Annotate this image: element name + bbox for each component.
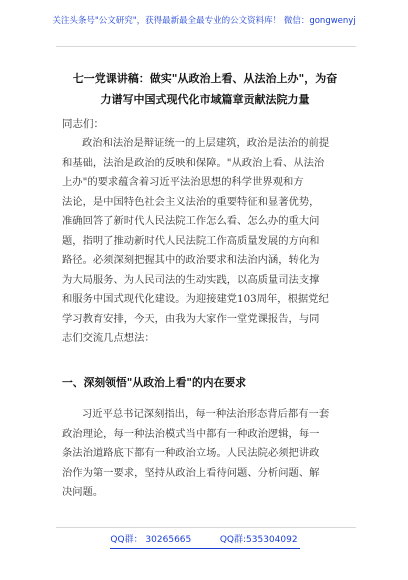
title-line: 力谱写中国式现代化市域篇章贡献法院力量: [100, 93, 310, 106]
footer-contact: QQ群： 30265665 QQ群:535304092: [110, 535, 298, 545]
text-line: 学习教育安排，今天，由我为大家作一堂党课报告，与同: [62, 312, 320, 325]
text-line: 上办"的要求蕴含着习近平法治思想的科学世界观和方: [62, 176, 304, 188]
section-paragraph: [62, 405, 348, 503]
text-line: 准确回答了新时代人民法院工作怎么看、怎么办的重大问: [62, 215, 320, 227]
greeting: 同志们：: [62, 118, 104, 130]
text-line: 路径。必须深刻把握其中的政治要求和法治内涵，转化为: [62, 254, 320, 266]
text-line: 和基础，法治是政治的反映和保障。"从政治上看、从法治: [62, 156, 325, 169]
section-heading: 一、深刻领悟"从政治上看"的内在要求: [62, 376, 246, 389]
footer-divider: [56, 527, 356, 528]
text-line: 法论，是中国特色社会主义法治的重要特征和显著优势，: [62, 195, 320, 208]
text-line: 志们交流几点想法：: [62, 332, 155, 344]
text-line: 决问题。: [62, 486, 104, 498]
text-line: 治作为第一要求，坚持从政治上看待问题、分析问题、解: [62, 466, 320, 479]
text-line: 条法治道路底下都有一种政治立场。人民法院必须把讲政: [62, 447, 320, 459]
text-line: 为大局服务、为人民司法的生动实践，以高质量司法支撑: [62, 273, 320, 286]
intro-paragraph: [62, 134, 348, 349]
text-line: 政治和法治是辩证统一的上层建筑，政治是法治的前提: [82, 137, 330, 149]
header-divider: [56, 46, 356, 47]
footer-underline: [110, 548, 300, 549]
text-line: 习近平总书记深刻指出，每一种法治形态背后都有一套: [82, 408, 330, 420]
title-line: 七一党课讲稿：做实"从政治上看、从法治上办"，为奋: [72, 72, 338, 85]
document-title: [40, 68, 370, 110]
header-banner: 关注头条号"公文研究"，获得最新最全最专业的公文资料库！ 微信：gongwenyj: [52, 16, 356, 26]
text-line: 题，指明了推动新时代人民法院工作高质量发展的方向和: [62, 234, 320, 247]
text-line: 和服务中国式现代化建设。为迎接建党103周年，根据党纪: [62, 293, 329, 305]
text-line: 政治理论，每一种法治模式当中都有一种政治逻辑，每一: [62, 427, 320, 440]
